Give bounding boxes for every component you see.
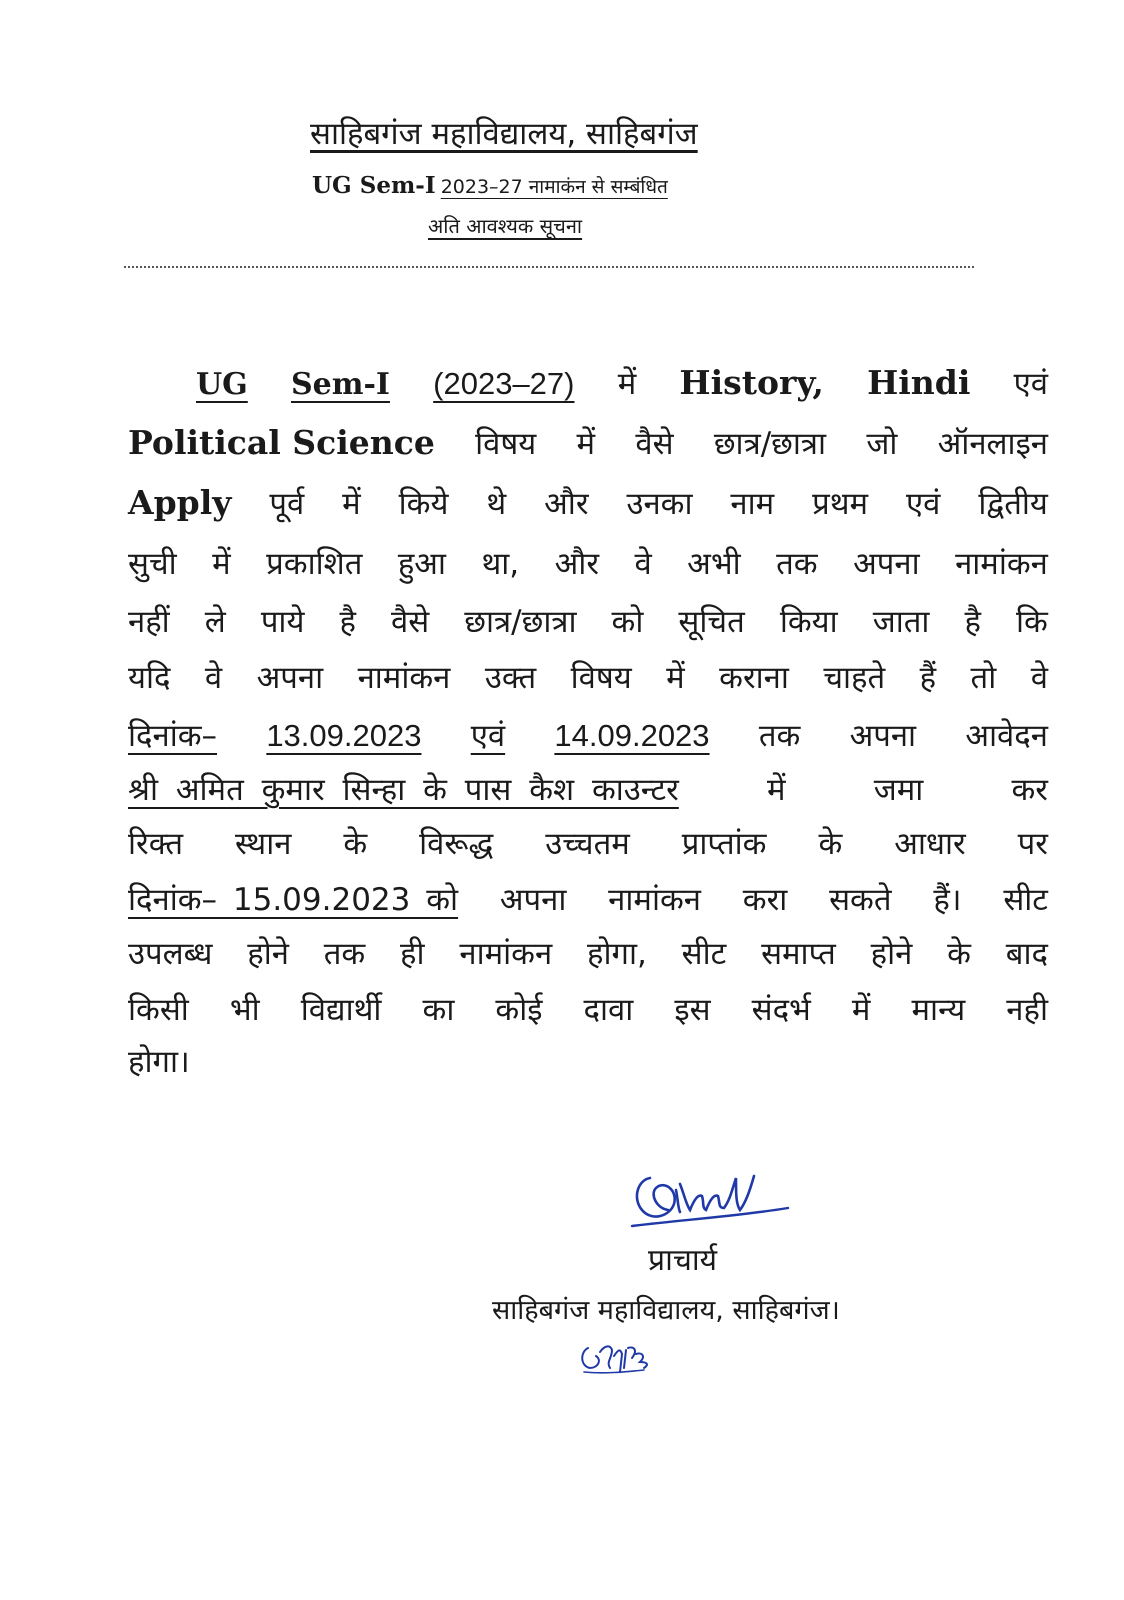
body-line-13 (128, 1040, 1048, 1098)
word: में (851, 992, 871, 1028)
word: विषय (475, 426, 537, 462)
notice-label: अति आवश्यक सूचना (428, 214, 583, 238)
word: कर (1011, 772, 1048, 808)
body-line-7 (128, 714, 1048, 772)
word: तक (758, 718, 801, 754)
word: UG (196, 367, 248, 402)
word: सूचित (678, 604, 745, 640)
word: का (422, 992, 455, 1028)
college-title: साहिबगंज महाविद्यालय, साहिबगंज (310, 116, 698, 152)
word: प्रकाशित (266, 546, 363, 582)
principal-designation: प्राचार्य (648, 1243, 718, 1278)
word: विद्यार्थी (300, 992, 382, 1028)
word: ले (204, 604, 226, 640)
word: अपना (849, 718, 917, 754)
word: नामांकन (955, 546, 1048, 582)
word: जमा (873, 772, 924, 808)
word: है (339, 604, 356, 640)
word: के (343, 826, 368, 862)
word: भी (229, 992, 260, 1028)
word: में (767, 772, 786, 808)
word: कि (1016, 604, 1048, 640)
word: सीट (681, 936, 727, 972)
word: पूर्व (269, 486, 305, 522)
word: होने (247, 936, 289, 972)
word: चाहते (823, 660, 886, 696)
word: अपना (853, 546, 920, 582)
word: एवं (1013, 366, 1048, 402)
word: और (544, 486, 589, 522)
word: विषय (570, 660, 632, 696)
word: नामांकन (459, 936, 553, 972)
word: संदर्भ (751, 992, 811, 1028)
word: रिक्त (128, 826, 183, 862)
word: होगा। (128, 1044, 190, 1080)
body-line-3 (128, 482, 1048, 540)
word: होगा, (587, 936, 647, 972)
body-line-12 (128, 988, 1048, 1046)
date-2: 14.09.2023 (554, 718, 710, 753)
word: तक (323, 936, 366, 972)
word: जाता (872, 604, 930, 640)
word: और (554, 546, 600, 582)
signatory-college: साहिबगंज महाविद्यालय, साहिबगंज। (492, 1295, 840, 1326)
body-line-2 (128, 422, 1048, 480)
word: एवं (470, 718, 506, 754)
word: वे (204, 660, 223, 696)
word: किया (779, 604, 838, 640)
word: तो (970, 660, 997, 696)
word: समाप्त (761, 936, 836, 972)
subject-ug-sem: UG Sem-I (312, 172, 436, 199)
word: कोई (495, 992, 543, 1028)
body-line-8 (128, 768, 1048, 826)
word: History, (679, 363, 824, 402)
word: ही (400, 936, 425, 972)
word: वैसे (391, 604, 430, 640)
word: एवं (906, 486, 941, 522)
word: छात्र/छात्रा (464, 604, 577, 640)
word: नाम (730, 486, 775, 522)
word: में (342, 486, 361, 522)
word: (2023–27) (433, 366, 575, 401)
word: हैं। (933, 882, 962, 918)
word: Hindi (867, 363, 971, 402)
word: दावा (583, 992, 634, 1028)
word: नहीं (128, 604, 170, 640)
word: आवेदन (965, 718, 1048, 754)
body-line-9 (128, 822, 1048, 880)
word: वे (634, 546, 652, 582)
date-label: दिनांक– (128, 718, 218, 754)
word: Apply (128, 483, 232, 522)
word: बाद (1005, 936, 1048, 972)
word: अपना (499, 882, 567, 918)
word: जो (866, 426, 898, 462)
word: वैसे (635, 426, 674, 462)
word: किसी (128, 992, 189, 1028)
body-line-4 (128, 542, 1048, 600)
notice-subject (312, 172, 792, 199)
word: नामांकन (608, 882, 701, 918)
word: वे (1030, 660, 1048, 696)
dated-initials (574, 1328, 664, 1378)
word: हुआ (397, 546, 446, 582)
word: इस (674, 992, 711, 1028)
body-line-10 (128, 878, 1048, 936)
word: करा (742, 882, 788, 918)
word: पर (1017, 826, 1048, 862)
word: प्रथम (812, 486, 869, 522)
word: उक्त (484, 660, 537, 696)
word: अभी (687, 546, 741, 582)
word: के (947, 936, 971, 972)
word: आधार (894, 826, 966, 862)
signature-stroke (637, 1176, 754, 1217)
word: विरूद्ध (419, 826, 494, 862)
word: पाये (260, 604, 305, 640)
word: में (617, 366, 637, 402)
word: में (212, 546, 231, 582)
word: मान्य (911, 992, 966, 1028)
word: तक (776, 546, 818, 582)
word: हैं (919, 660, 937, 696)
word: में (576, 426, 596, 462)
word: ऑनलाइन (937, 426, 1048, 462)
word: कराना (719, 660, 789, 696)
word: के (818, 826, 843, 862)
word: थे (486, 486, 507, 522)
word: स्थान (234, 826, 292, 862)
word: नामांकन (357, 660, 451, 696)
word: अपना (256, 660, 324, 696)
initials-underline (584, 1370, 644, 1373)
word: उपलब्ध (128, 936, 213, 972)
word: सकते (829, 882, 892, 918)
word: द्वितीय (978, 486, 1048, 522)
cash-counter-contact: श्री अमित कुमार सिन्हा के पास कैश काउन्टर (128, 772, 679, 808)
body-line-11 (128, 932, 1048, 990)
principal-signature (620, 1150, 800, 1240)
initials-stroke (582, 1346, 647, 1372)
body-line-1 (128, 362, 1048, 420)
word: को (611, 604, 644, 640)
body-line-6 (128, 656, 1048, 714)
word: सीट (1003, 882, 1048, 918)
word: उनका (626, 486, 693, 522)
word: सुची (128, 546, 177, 582)
word: छात्र/छात्रा (713, 426, 827, 462)
word: Sem-I (290, 367, 390, 402)
word: उच्चतम (545, 826, 630, 862)
word: किये (398, 486, 449, 522)
word: Political Science (128, 423, 435, 462)
date-1: 13.09.2023 (266, 718, 422, 753)
admission-date: दिनांक– 15.09.2023 को (128, 882, 459, 918)
word: होने (870, 936, 913, 972)
dotted-divider (124, 266, 974, 268)
subject-session: 2023–27 नामाकंन से सम्बंधित (440, 176, 668, 198)
word: प्राप्तांक (681, 826, 767, 862)
word: है (964, 604, 981, 640)
body-line-5 (128, 600, 1048, 658)
word: नही (1006, 992, 1048, 1028)
word: यदि (128, 660, 171, 696)
word: था, (481, 546, 520, 582)
word: में (666, 660, 685, 696)
